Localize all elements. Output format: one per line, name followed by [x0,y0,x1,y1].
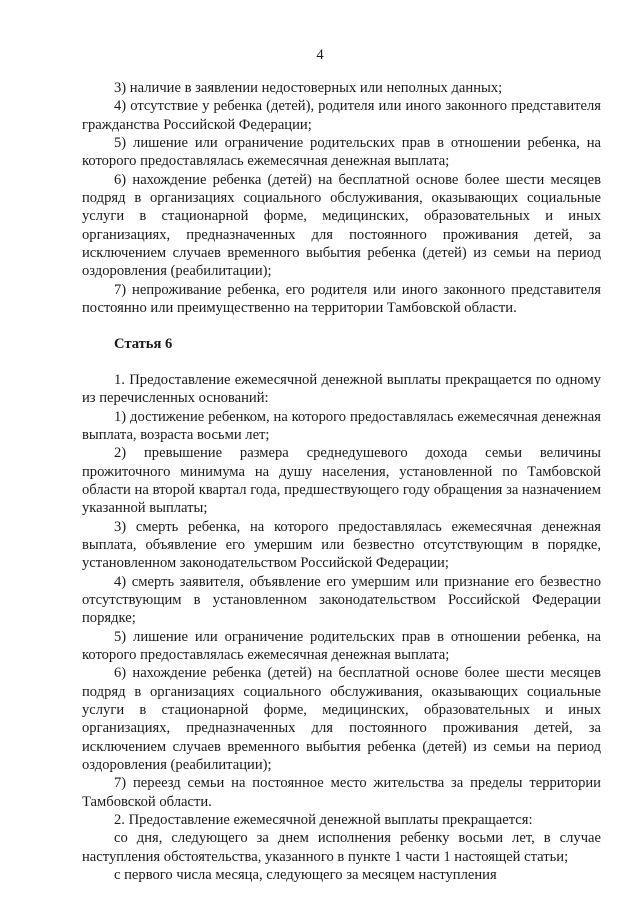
spacer [82,354,601,371]
article-part-2-clause-2: с первого числа месяца, следующего за месяцем наступления [114,867,497,884]
article-item-1: 1) достижение ребенком, на которого предоставлялась ежемесячная денежная выплата, возраста восьми лет; [82,408,601,443]
article-item-6: 6) нахождение ребенка (детей) на бесплатной основе более шести месяцев подряд в организациях социального обслуживания, оказывающих социальные услуги в стационарной форме, медицинских, образовательных и иных организациях, предназначенных для постоянного проживания детей, за исключением случаев временного выбытия ребенка (детей) из семьи на период оздоровления (реабилитации); [82,665,601,774]
article-item-5: 5) лишение или ограничение родительских прав в отношении ребенка, на которого предоставлялась ежемесячная денежная выплата; [82,628,601,663]
article-heading: Статья 6 [114,336,173,353]
document-body [82,79,601,884]
list-item-reason-4: 4) отсутствие у ребенка (детей), родителя или иного законного представителя гражданства Российской Федерации; [82,98,601,133]
list-item-reason-5: 5) лишение или ограничение родительских прав в отношении ребенка, на которого предоставлялась ежемесячная денежная выплата; [82,135,601,170]
article-part-2: 2. Предоставление ежемесячной денежной выплаты прекращается: [114,812,533,829]
list-item-reason-3: 3) наличие в заявлении недостоверных или неполных данных; [114,80,503,96]
article-item-7: 7) переезд семьи на постоянное место жительства за пределы территории Тамбовской области. [82,775,601,810]
article-part-1: 1. Предоставление ежемесячной денежной выплаты прекращается по одному из перечисленных оснований: [82,371,601,407]
article-item-2: 2) превышение размера среднедушевого дохода семьи величины прожиточного минимума на душу населения, установленной по Тамбовской области на второй квартал года, предшествующего году обращения за назначением указанной выплаты; [82,445,601,517]
article-item-3: 3) смерть ребенка, на которого предоставлялась ежемесячная денежная выплата, объявление его умершим или безвестно отсутствующим в порядке, установленном законодательством Российской Федерации; [82,518,601,572]
list-item-reason-6: 6) нахождение ребенка (детей) на бесплатной основе более шести месяцев подряд в организациях социального обслуживания, оказывающих социальные услуги в стационарной форме, медицинских, образовательных и иных организациях, предназначенных для постоянного проживания детей, за исключением случаев временного выбытия ребенка (детей) из семьи на период оздоровления (реабилитации); [82,171,601,280]
article-item-4: 4) смерть заявителя, объявление его умершим или признание его безвестно отсутствующим в установленном законодательством Российской Федерации порядке; [82,573,601,627]
article-part-2-clause-1: со дня, следующего за днем исполнения ребенку восьми лет, в случае наступления обстоятельства, указанного в пункте 1 части 1 настоящей статьи; [82,830,601,865]
spacer [82,317,601,335]
list-item-reason-7: 7) непроживание ребенка, его родителя или иного законного представителя постоянно или преимущественно на территории Тамбовской области. [82,281,601,317]
page-number: 4 [316,47,324,63]
